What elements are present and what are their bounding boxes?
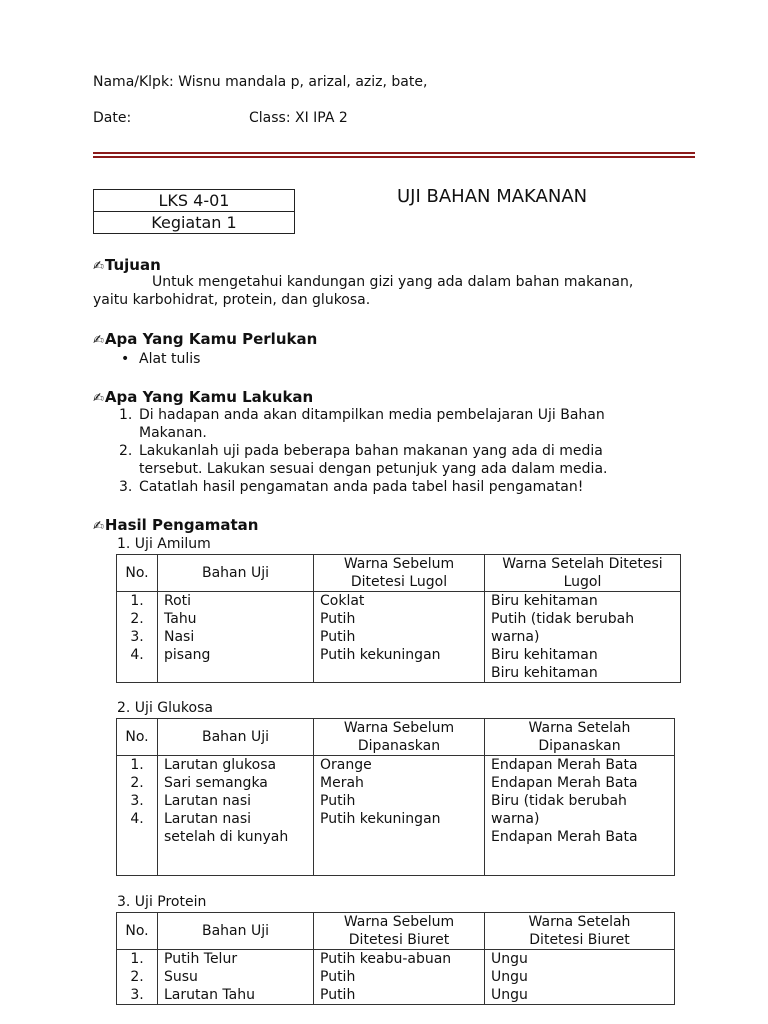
col-header (314, 555, 485, 592)
cell-bahan (158, 950, 314, 1005)
col-header (485, 913, 675, 950)
col-header (158, 555, 314, 592)
cell-line: Biru (tidak berubah (491, 793, 627, 809)
lakukan-heading (93, 388, 313, 406)
table-protein (116, 912, 675, 1005)
cell-line: Endapan Merah Bata (491, 829, 638, 845)
table-caption-protein: 3. Uji Protein (117, 894, 207, 910)
cell-sebelum (314, 950, 485, 1005)
cell-line: Tahu (164, 611, 197, 627)
cell-sebelum (314, 592, 485, 683)
cell-no (117, 592, 158, 683)
lakukan-list (117, 406, 607, 496)
col-header (117, 555, 158, 592)
cell-line: Ungu (491, 987, 528, 1003)
cell-line: Sari semangka (164, 775, 268, 791)
col-header (158, 913, 314, 950)
cell-line: 1. (130, 593, 144, 609)
tujuan-text-line1: Untuk mengetahui kandungan gizi yang ada dalam bahan makanan, (152, 274, 634, 290)
col-header (314, 913, 485, 950)
lakukan-heading-text: Apa Yang Kamu Lakukan (104, 388, 314, 406)
header-line: Bahan Uji (202, 923, 269, 939)
kegiatan-label: Kegiatan 1 (94, 212, 295, 234)
col-header (485, 719, 675, 756)
header-line: Warna Sebelum (343, 720, 455, 736)
header-line: Warna Sebelum (343, 914, 455, 930)
table-amilum (116, 554, 681, 683)
header-line: Ditetesi Biuret (348, 932, 450, 948)
list-item: Di hadapan anda akan ditampilkan media pembelajaran Uji Bahan Makanan. (139, 407, 605, 441)
cell-line: 4. (130, 811, 144, 827)
cell-line: Putih (320, 629, 356, 645)
cell-line: warna) (491, 811, 540, 827)
perlukan-list (117, 350, 200, 368)
cell-line: Putih (320, 793, 356, 809)
cell-line: 1. (130, 951, 144, 967)
col-header (158, 719, 314, 756)
header-line: Bahan Uji (202, 565, 269, 581)
list-item: • Alat tulis (117, 350, 200, 368)
cell-line: Biru kehitaman (491, 665, 598, 681)
col-header (314, 719, 485, 756)
tujuan-text-line2: yaitu karbohidrat, protein, dan glukosa. (93, 292, 371, 308)
cell-line: Putih kekuningan (320, 647, 441, 663)
cell-no (117, 756, 158, 876)
cell-line: 4. (130, 647, 144, 663)
header-line: Dipanaskan (538, 738, 621, 754)
table-caption-amilum: 1. Uji Amilum (117, 536, 211, 552)
cell-line: Roti (164, 593, 192, 609)
tujuan-heading-text: Tujuan (104, 256, 161, 274)
header-line: No. (125, 565, 149, 581)
writing-hand-icon: ✍ (93, 333, 104, 348)
lks-title-box (93, 189, 295, 234)
col-header (117, 719, 158, 756)
header-divider-top (93, 152, 695, 154)
writing-hand-icon: ✍ (93, 259, 104, 274)
cell-line: Putih keabu-abuan (320, 951, 452, 967)
cell-line: setelah di kunyah (164, 829, 289, 845)
perlukan-heading-text: Apa Yang Kamu Perlukan (104, 330, 318, 348)
cell-line: 2. (130, 611, 144, 627)
hasil-heading (93, 516, 258, 534)
cell-line: Biru kehitaman (491, 593, 598, 609)
col-header (485, 555, 681, 592)
header-line: Ditetesi Lugol (350, 574, 448, 590)
cell-sebelum (314, 756, 485, 876)
header-line: Bahan Uji (202, 729, 269, 745)
doc-title: UJI BAHAN MAKANAN (397, 186, 588, 207)
cell-line: warna) (491, 629, 540, 645)
cell-bahan (158, 756, 314, 876)
header-line: Warna Setelah (528, 914, 631, 930)
cell-line: Putih Telur (164, 951, 238, 967)
table-glukosa (116, 718, 675, 876)
header-divider-bottom (93, 156, 695, 158)
header-line: Dipanaskan (357, 738, 441, 754)
cell-line: Putih (tidak berubah (491, 611, 635, 627)
cell-line: 2. (130, 775, 144, 791)
writing-hand-icon: ✍ (93, 391, 104, 406)
header-line: Warna Sebelum (343, 556, 455, 572)
nama-kelompok: Nama/Klpk: Wisnu mandala p, arizal, aziz, bate, (93, 74, 428, 90)
date-label: Date: (93, 110, 132, 126)
cell-line: Larutan glukosa (164, 757, 277, 773)
cell-line: Orange (320, 757, 372, 773)
cell-line: Putih (320, 969, 356, 985)
cell-no (117, 950, 158, 1005)
cell-line: Ungu (491, 951, 528, 967)
cell-line: Endapan Merah Bata (491, 757, 638, 773)
cell-line: 1. (130, 757, 144, 773)
cell-line: 2. (130, 969, 144, 985)
cell-line: Biru kehitaman (491, 647, 598, 663)
header-line: No. (125, 729, 149, 745)
tujuan-heading (93, 256, 161, 274)
cell-line: 3. (130, 629, 144, 645)
header-line: Lugol (563, 574, 602, 590)
cell-line: Putih (320, 611, 356, 627)
class-label: Class: XI IPA 2 (249, 110, 348, 126)
cell-line: Putih (320, 987, 356, 1003)
cell-line: 3. (130, 987, 144, 1003)
cell-line: Susu (164, 969, 198, 985)
cell-line: Larutan nasi (164, 811, 252, 827)
cell-line: Larutan Tahu (164, 987, 255, 1003)
cell-line: Merah (320, 775, 364, 791)
header-line: Warna Setelah Ditetesi (502, 556, 663, 572)
cell-line: pisang (164, 647, 211, 663)
cell-setelah (485, 950, 675, 1005)
lks-code: LKS 4-01 (94, 190, 295, 212)
cell-line: 3. (130, 793, 144, 809)
cell-line: Endapan Merah Bata (491, 775, 638, 791)
cell-line: Larutan nasi (164, 793, 252, 809)
list-item: Lakukanlah uji pada beberapa bahan makanan yang ada di media tersebut. Lakukan sesuai dengan petunjuk yang ada dalam media. (139, 443, 608, 477)
header-line: Ditetesi Biuret (529, 932, 630, 948)
cell-line: Nasi (164, 629, 195, 645)
cell-setelah (485, 592, 681, 683)
cell-setelah (485, 756, 675, 876)
hasil-heading-text: Hasil Pengamatan (104, 516, 259, 534)
header-line: No. (125, 923, 149, 939)
cell-line: Ungu (491, 969, 528, 985)
writing-hand-icon: ✍ (93, 519, 104, 534)
table-caption-glukosa: 2. Uji Glukosa (117, 700, 213, 716)
header-line: Warna Setelah (528, 720, 631, 736)
cell-line: Coklat (320, 593, 365, 609)
list-item: Catatlah hasil pengamatan anda pada tabel hasil pengamatan! (139, 479, 584, 495)
col-header (117, 913, 158, 950)
cell-line: Putih kekuningan (320, 811, 441, 827)
cell-bahan (158, 592, 314, 683)
perlukan-heading (93, 330, 317, 348)
